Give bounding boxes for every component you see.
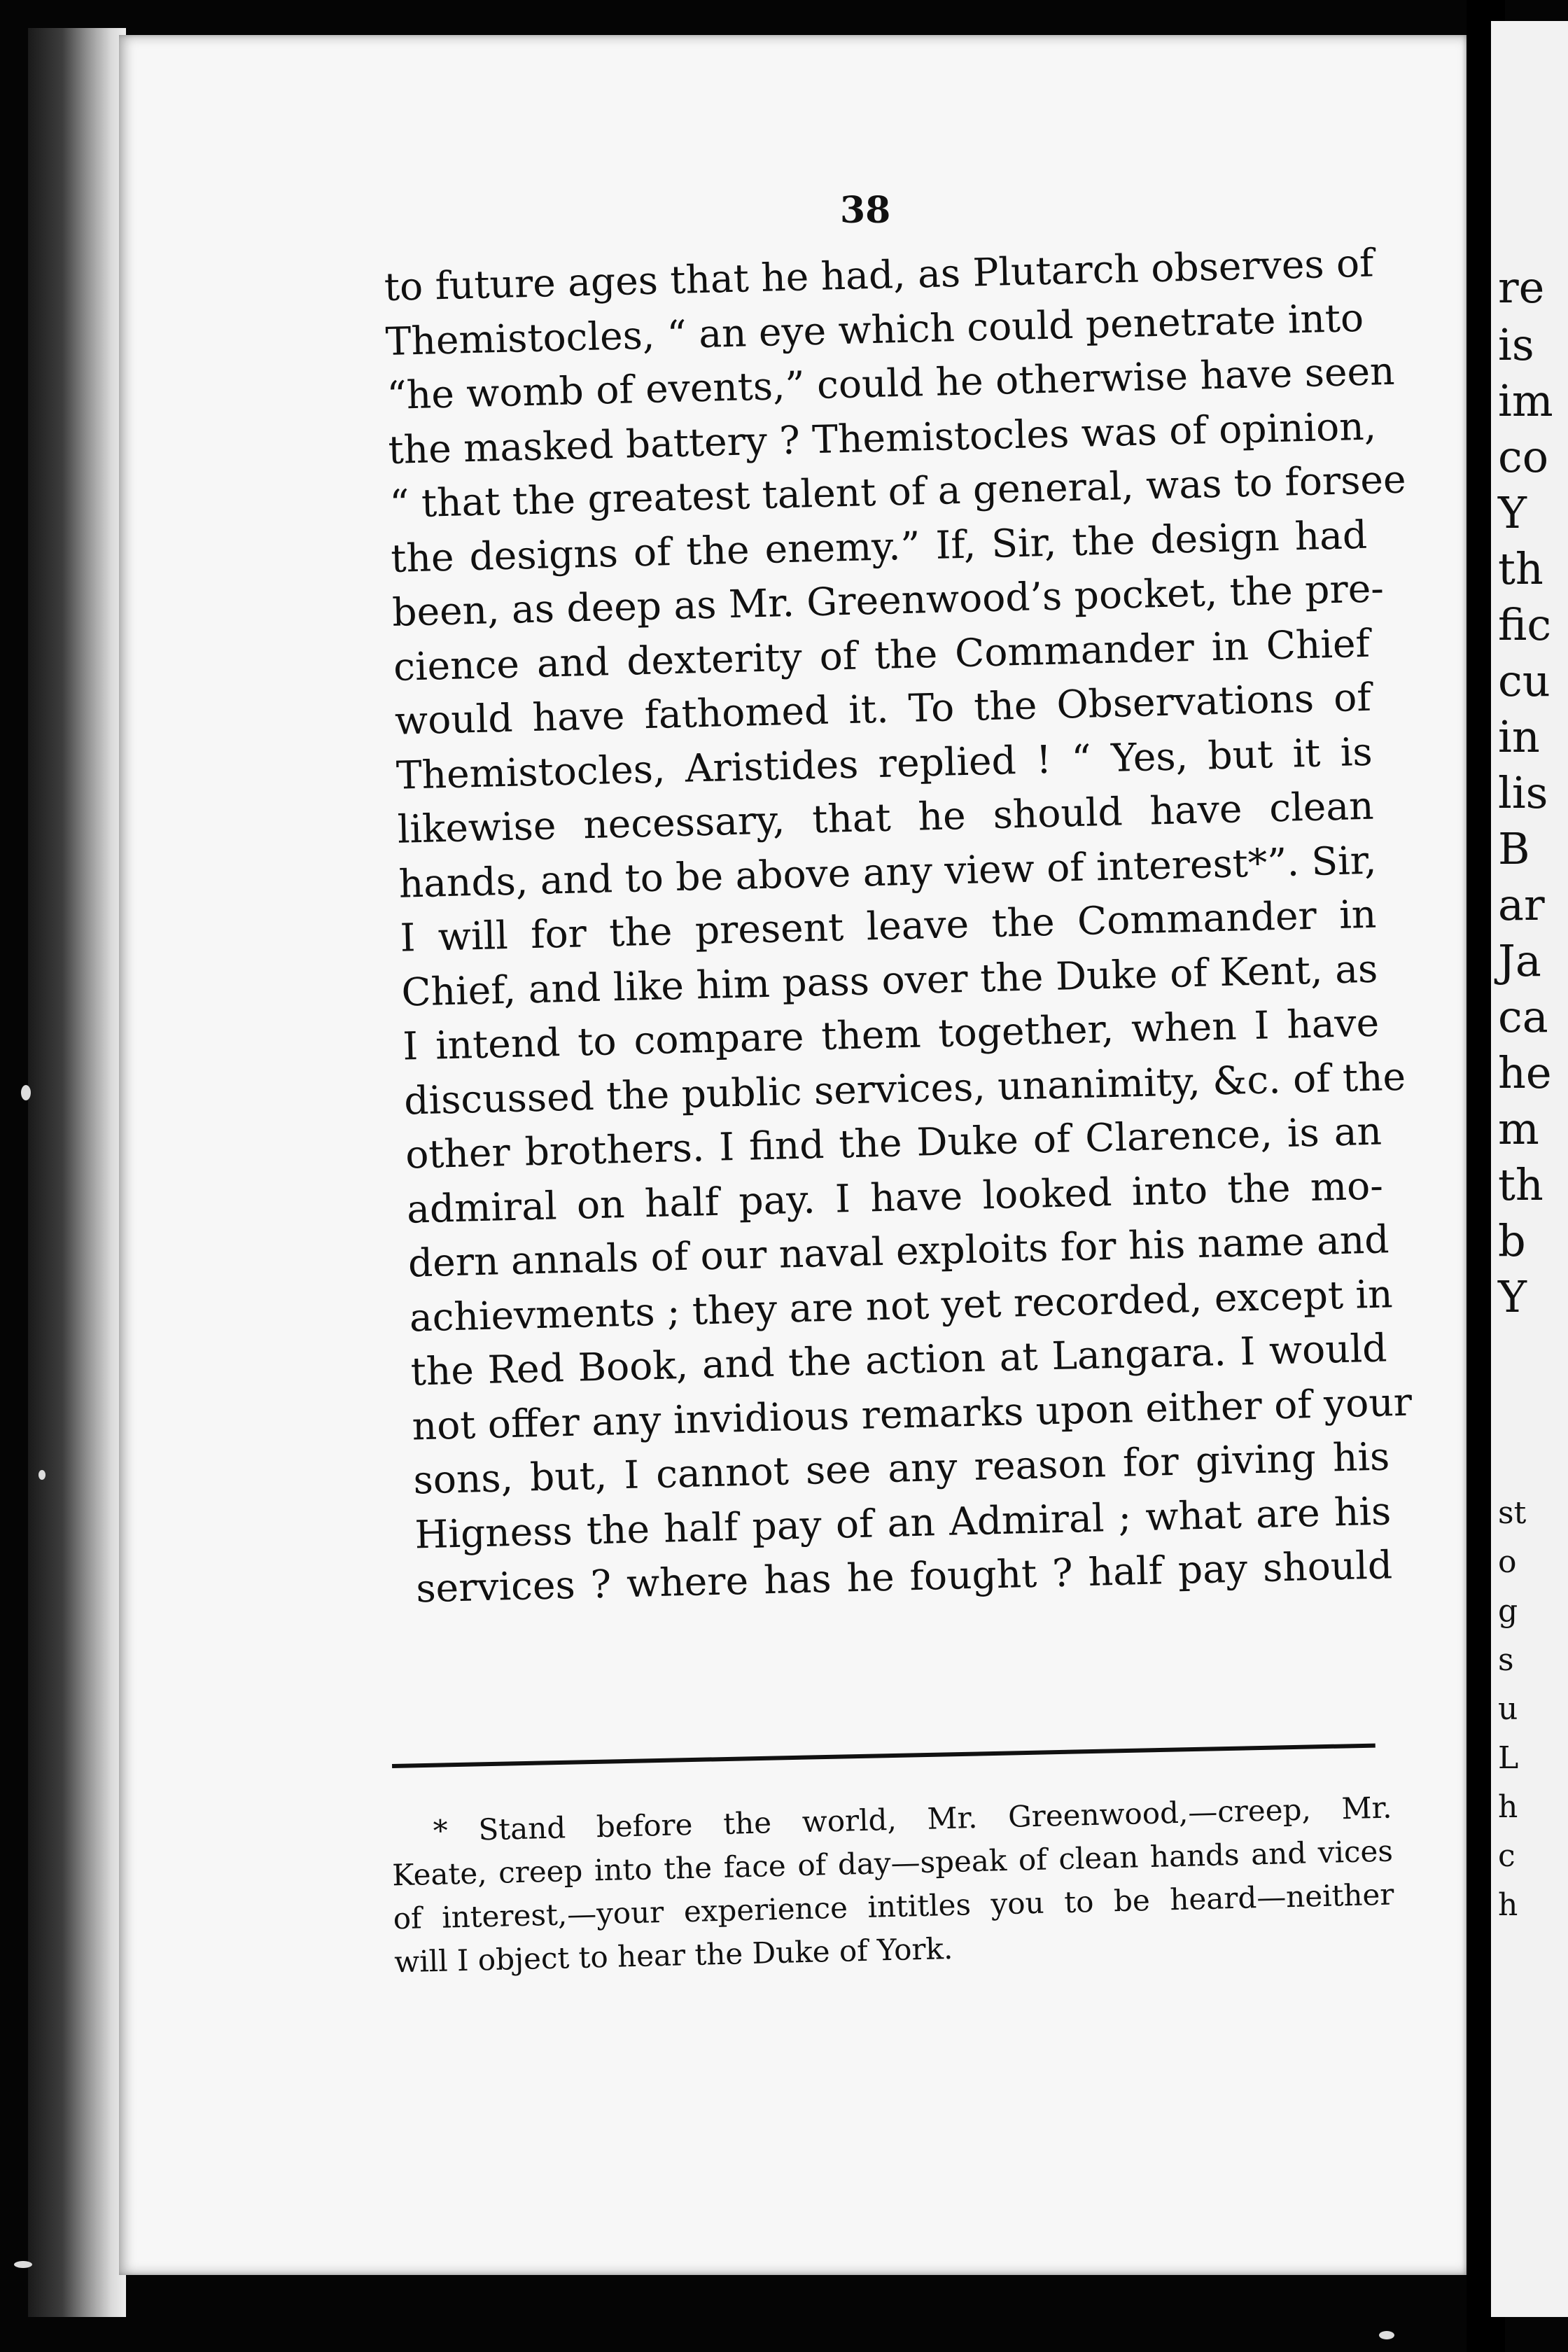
page-number: 38: [840, 189, 891, 232]
facing-page-fragment: th: [1498, 1159, 1544, 1210]
facing-page-fragment: th: [1498, 543, 1544, 594]
body-line: sons, but, I cannot see any reason for giving his: [412, 1434, 1390, 1503]
scan-speck: [14, 2261, 32, 2268]
facing-page-fragment: im: [1498, 375, 1553, 426]
body-line: not offer any invidious remarks upon either of your: [411, 1379, 1413, 1448]
facing-page-fragment: o: [1498, 1544, 1517, 1580]
facing-page-fragment: b: [1498, 1215, 1526, 1266]
facing-page-fragment: c: [1498, 1838, 1516, 1874]
facing-page-fragment: m: [1498, 1103, 1539, 1154]
body-line: I intend to compare them together, when I have: [402, 1000, 1380, 1069]
body-line: Chief, and like him pass over the Duke of Kent, as: [400, 946, 1378, 1015]
facing-page-fragment: u: [1498, 1691, 1518, 1727]
facing-page-fragment: L: [1498, 1740, 1519, 1776]
body-line: been, as deep as Mr. Greenwood’s pocket, the pre-: [391, 566, 1385, 635]
facing-page-fragment: Y: [1498, 1271, 1527, 1322]
facing-page-fragment: fic: [1498, 599, 1552, 650]
body-line: I will for the present leave the Commander in: [399, 891, 1378, 960]
body-line: services ? where has he fought ? half pay should: [415, 1542, 1393, 1611]
scan-speck: [21, 1085, 31, 1100]
facing-page-fragment: he: [1498, 1047, 1552, 1098]
facing-page-fragment: s: [1498, 1642, 1514, 1678]
facing-page-fragment: Ja: [1498, 935, 1541, 986]
facing-page-fragment: B: [1498, 823, 1530, 874]
facing-page-fragment: g: [1498, 1593, 1518, 1629]
body-line: other brothers. I find the Duke of Clarence, is an: [405, 1108, 1382, 1177]
body-line: hands, and to be above any view of interest*”. Sir,: [398, 837, 1378, 906]
body-line: discussed the public services, unanimity, &c. of the: [403, 1054, 1406, 1124]
facing-page-edge: [1491, 21, 1568, 2317]
body-line: achievments ; they are not yet recorded, except in: [409, 1270, 1394, 1340]
body-line: likewise necessary, that he should have clean: [397, 783, 1375, 852]
body-line: cience and dexterity of the Commander in Chief: [393, 620, 1371, 690]
footnote-line: Keate, creep into the face of day—speak of clean hands and vices: [391, 1833, 1394, 1893]
facing-page-fragment: h: [1498, 1887, 1518, 1923]
facing-page-fragment: lis: [1498, 767, 1548, 818]
body-line: dern annals of our naval exploits for his name and: [407, 1217, 1390, 1286]
facing-page-fragment: re: [1498, 262, 1545, 313]
body-line: the Red Book, and the action at Langara. I would: [410, 1325, 1388, 1394]
body-line: Themistocles, “ an eye which could penetrate into: [385, 295, 1364, 364]
body-line: “he womb of events,” could he otherwise have seen: [386, 348, 1396, 418]
facing-page-fragment: st: [1498, 1495, 1527, 1531]
facing-page-fragment: in: [1498, 711, 1540, 762]
body-line: would have fathomed it. To the Observations of: [394, 674, 1372, 743]
body-line: “ that the greatest talent of a general, was to forsee: [388, 456, 1407, 526]
footnote: [391, 1786, 1396, 1983]
facing-page-fragment: ar: [1498, 879, 1545, 930]
body-line: the masked battery ? Themistocles was of opinion,: [387, 402, 1377, 472]
book-binding-edge: [28, 28, 126, 2317]
body-line: Higness the half pay of an Admiral ; what are his: [414, 1488, 1392, 1557]
facing-page-fragment: h: [1498, 1789, 1518, 1825]
scan-speck: [1379, 2331, 1394, 2339]
footnote-line: will I object to hear the Duke of York.: [393, 1931, 953, 1980]
body-line: admiral on half pay. I have looked into the mo-: [406, 1163, 1384, 1232]
body-text: [384, 237, 1413, 1616]
footnote-line: of interest,—your experience intitles you to be heard—neither: [393, 1877, 1394, 1936]
body-line: Themistocles, Aristides replied ! “ Yes, but it is: [396, 729, 1373, 798]
facing-page-fragment: ca: [1498, 991, 1548, 1042]
footnote-line: * Stand before the world, Mr. Greenwood,—creep, Mr.: [433, 1790, 1392, 1848]
facing-page-fragment: cu: [1498, 655, 1550, 706]
body-line: to future ages that he had, as Plutarch observes of: [384, 240, 1375, 309]
scan-speck: [38, 1470, 46, 1480]
facing-page-fragment: is: [1498, 319, 1534, 370]
body-line: the designs of the enemy.” If, Sir, the design had: [390, 512, 1368, 581]
facing-page-fragment: Y: [1498, 487, 1527, 538]
facing-page-fragment: co: [1498, 431, 1549, 482]
